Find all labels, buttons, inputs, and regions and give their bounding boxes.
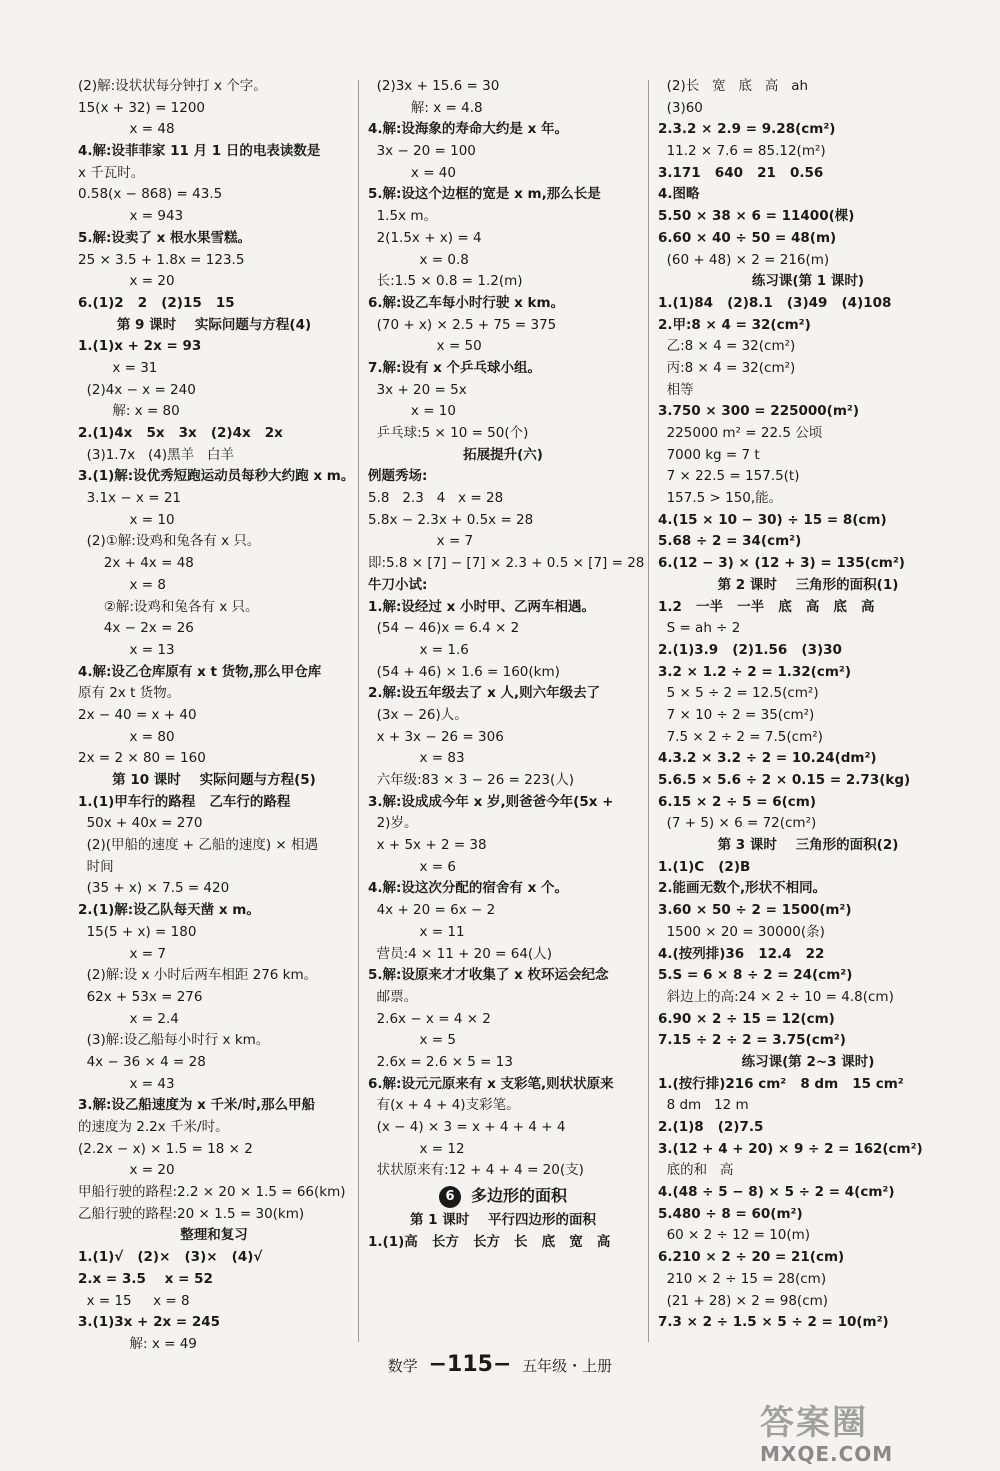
answer-line: x = 43 <box>78 1075 175 1092</box>
answer-line: 2.(1)3.9 (2)1.56 (3)30 <box>658 641 842 658</box>
section-heading: 第 2 课时 三角形的面积(1) <box>717 576 899 593</box>
section-heading: 第 1 课时 平行四边形的面积 <box>409 1212 597 1229</box>
answer-line: 即:5.8 × [7] − [7] × 2.3 + 0.5 × [7] = 28 <box>368 555 645 572</box>
answer-line: x = 20 <box>78 1162 175 1179</box>
answer-line: 5.8 2.3 4 x = 28 <box>368 490 504 507</box>
chapter-heading <box>368 1182 638 1210</box>
answer-line: (2)解:设 x 小时后两车相距 276 km。 <box>78 967 318 984</box>
answer-line: 例题秀场: <box>368 468 428 485</box>
answer-line: 2.(1)8 (2)7.5 <box>658 1119 764 1135</box>
answer-line: x = 7 <box>368 533 474 550</box>
answer-line: 3.解:设乙船速度为 x 千米/时,那么甲船 <box>78 1097 316 1114</box>
answer-line: (x − 4) × 3 = x + 4 + 4 + 4 <box>368 1119 566 1135</box>
footer-subject: 数学 <box>387 1357 418 1375</box>
answer-line: 3.2 × 1.2 ÷ 2 = 1.32(cm²) <box>658 663 851 680</box>
answer-line: 15(5 + x) = 180 <box>78 923 197 940</box>
answer-line: 营员:4 × 11 + 20 = 64(人) <box>368 945 552 962</box>
answer-line: (70 + x) × 2.5 + 75 = 375 <box>368 316 557 333</box>
answer-line: 长:1.5 × 0.8 = 1.2(m) <box>368 273 523 290</box>
answer-line: x = 48 <box>78 121 175 138</box>
answer-line: x = 943 <box>78 208 184 225</box>
answer-line: 11.2 × 7.6 = 85.12(m²) <box>658 143 826 160</box>
answer-line: 有(x + 4 + 4)支彩笔。 <box>368 1097 520 1114</box>
answer-line: 3.60 × 50 ÷ 2 = 1500(m²) <box>658 902 852 919</box>
answer-line: 乙船行驶的路程:20 × 1.5 = 30(km) <box>78 1205 305 1222</box>
answer-line: 60 × 2 ÷ 12 = 10(m) <box>658 1227 811 1244</box>
answer-line: 4.解:设这次分配的宿舍有 x 个。 <box>368 880 569 897</box>
answer-line: 3.(12 + 4 + 20) × 9 ÷ 2 = 162(cm²) <box>658 1140 923 1157</box>
answer-line: 2.(1)4x 5x 3x (2)4x 2x <box>78 425 283 441</box>
answer-line: x = 13 <box>78 641 175 658</box>
answer-line: x = 10 <box>78 511 175 528</box>
answer-line: 4.解:设菲菲家 11 月 1 日的电表读数是 <box>78 143 321 160</box>
answer-line: (21 + 28) × 2 = 98(cm) <box>658 1292 829 1309</box>
answer-line: 15(x + 32) = 1200 <box>78 99 206 116</box>
answer-line: 2)岁。 <box>368 815 418 832</box>
chapter-title: 多边形的面积 <box>470 1186 567 1206</box>
answer-line: 2.甲:8 × 4 = 32(cm²) <box>658 316 811 333</box>
answer-line: 4.解:设海象的寿命大约是 x 年。 <box>368 121 569 138</box>
answer-line: 4.图略 <box>658 186 700 203</box>
answer-line: x = 31 <box>78 359 158 376</box>
answer-line: 4.(按列排)36 12.4 22 <box>658 945 825 962</box>
answer-column-2 <box>368 76 645 1253</box>
answer-line: 1.(1)甲车行的路程 乙车行的路程 <box>78 793 291 810</box>
answer-line: 1.(1)高 长方 长方 长 底 宽 高 <box>368 1233 611 1250</box>
answer-line: (2)4x − x = 240 <box>78 381 196 398</box>
answer-line: 3x + 20 = 5x <box>368 381 467 398</box>
answer-line: 2x + 4x = 48 <box>78 555 194 572</box>
answer-line: (2)解:设状状每分钟打 x 个字。 <box>78 78 267 94</box>
answer-line: 3.171 640 21 0.56 <box>658 164 824 181</box>
footer-grade: 五年级・上册 <box>522 1357 613 1375</box>
answer-line: x = 15 x = 8 <box>78 1292 190 1309</box>
answer-line: 6.解:设元元原来有 x 支彩笔,则状状原来 <box>368 1075 614 1092</box>
answer-line: 5.8x − 2.3x + 0.5x = 28 <box>368 511 534 528</box>
answer-line: 底的和 高 <box>658 1162 734 1179</box>
answer-line: 解: x = 4.8 <box>368 99 483 116</box>
answer-line: 4x + 20 = 6x − 2 <box>368 902 496 919</box>
watermark-logo <box>760 1395 980 1465</box>
answer-line: 210 × 2 ÷ 15 = 28(cm) <box>658 1270 827 1287</box>
answer-line: (2)长 宽 底 高 ah <box>658 78 809 94</box>
section-heading: 第 3 课时 三角形的面积(2) <box>717 837 899 854</box>
answer-line: (35 + x) × 7.5 = 420 <box>78 880 230 897</box>
answer-line: 6.210 × 2 ÷ 20 = 21(cm) <box>658 1249 845 1266</box>
answer-line: 解: x = 80 <box>78 403 180 420</box>
answer-line: 2.(1)解:设乙队每天凿 x m。 <box>78 902 260 919</box>
answer-line: x = 1.6 <box>368 641 469 658</box>
answer-line: 乒乓球:5 × 10 = 50(个) <box>368 425 529 441</box>
answer-line: 0.58(x − 868) = 43.5 <box>78 186 223 203</box>
answer-line: 原有 2x t 货物。 <box>78 685 181 702</box>
answer-line: x 千瓦时。 <box>78 164 145 181</box>
answer-line: 1.(1)x + 2x = 93 <box>78 338 202 355</box>
answer-line: x + 3x − 26 = 306 <box>368 728 504 745</box>
answer-line: 4.3.2 × 3.2 ÷ 2 = 10.24(dm²) <box>658 750 877 767</box>
answer-line: (54 + 46) × 1.6 = 160(km) <box>368 663 560 680</box>
answer-line: x = 2.4 <box>78 1010 179 1027</box>
answer-line: (60 + 48) × 2 = 216(m) <box>658 251 830 268</box>
section-heading: 整理和复习 <box>180 1227 248 1244</box>
answer-line: (54 − 46)x = 6.4 × 2 <box>368 620 520 637</box>
answer-line: x = 8 <box>78 576 166 593</box>
answer-line: 乙:8 × 4 = 32(cm²) <box>658 338 796 355</box>
answer-line: 6.15 × 2 ÷ 5 = 6(cm) <box>658 793 817 810</box>
answer-column-3 <box>658 76 958 1334</box>
answer-line: 2.能画无数个,形状不相同。 <box>658 880 827 897</box>
answer-line: x = 10 <box>368 403 456 420</box>
answer-line: 2.6x − x = 4 × 2 <box>368 1010 491 1027</box>
answer-line: (7 + 5) × 6 = 72(cm²) <box>658 815 817 832</box>
answer-line: 25 × 3.5 + 1.8x = 123.5 <box>78 251 245 268</box>
answer-line: 3.解:设成成今年 x 岁,则爸爸今年(5x + <box>368 793 614 810</box>
answer-line: 5.68 ÷ 2 = 34(cm²) <box>658 533 802 550</box>
answer-line: x = 80 <box>78 728 175 745</box>
watermark-title: 答案圈 <box>760 1403 868 1443</box>
answer-line: 6.解:设乙车每小时行驶 x km。 <box>368 294 565 311</box>
answer-line: x = 83 <box>368 750 465 767</box>
answer-line: x = 5 <box>368 1032 456 1049</box>
answer-line: S = ah ÷ 2 <box>658 620 741 637</box>
answer-line: (3)1.7x (4)黑羊 白羊 <box>78 446 235 463</box>
answer-line: 5.6.5 × 5.6 ÷ 2 × 0.15 = 2.73(kg) <box>658 772 911 788</box>
answer-line: 1.2 一半 一半 底 高 底 高 <box>658 598 875 615</box>
answer-line: x = 11 <box>368 923 465 940</box>
answer-line: 的速度为 2.2x 千米/时。 <box>78 1119 229 1135</box>
answer-line: (3)解:设乙船每小时行 x km。 <box>78 1032 270 1049</box>
answer-line: 邮票。 <box>368 988 418 1005</box>
answer-line: 7.解:设有 x 个乒乓球小组。 <box>368 359 542 376</box>
answer-line: 牛刀小试: <box>368 576 428 593</box>
answer-line: x = 0.8 <box>368 251 469 268</box>
section-heading: 第 10 课时 实际问题与方程(5) <box>112 772 316 788</box>
answer-line: 7 × 10 ÷ 2 = 35(cm²) <box>658 706 815 723</box>
answer-line: x = 50 <box>368 338 482 355</box>
answer-line: 1.(1)C (2)B <box>658 858 751 875</box>
answer-line: 2.3.2 × 2.9 = 9.28(cm²) <box>658 121 836 138</box>
answer-line: 1.(1)√ (2)× (3)× (4)√ <box>78 1249 263 1266</box>
answer-line: 3.(1)3x + 2x = 245 <box>78 1314 221 1331</box>
answer-line: ②解:设鸡和兔各有 x 只。 <box>78 598 259 615</box>
answer-line: 相等 <box>658 381 694 398</box>
answer-line: 6.60 × 40 ÷ 50 = 48(m) <box>658 229 837 246</box>
answer-line: 5.解:设这个边框的宽是 x m,那么长是 <box>368 186 601 203</box>
answer-line: 62x + 53x = 276 <box>78 988 203 1005</box>
answer-line: 斜边上的高:24 × 2 ÷ 10 = 4.8(cm) <box>658 988 894 1005</box>
answer-line: x = 20 <box>78 273 175 290</box>
answer-line: x = 12 <box>368 1140 465 1157</box>
answer-line: 1500 × 20 = 30000(条) <box>658 923 825 940</box>
chapter-number-badge: 6 <box>439 1186 461 1208</box>
answer-line: 4x − 36 × 4 = 28 <box>78 1053 206 1070</box>
answer-line: 7000 kg = 7 t <box>658 446 760 463</box>
answer-line: 50x + 40x = 270 <box>78 815 203 832</box>
answer-line: 1.5x m。 <box>368 208 437 225</box>
column-divider-1 <box>358 80 359 1342</box>
answer-line: 7.5 × 2 ÷ 2 = 7.5(cm²) <box>658 728 823 745</box>
faded-stamp <box>150 1398 290 1438</box>
page-number: −115− <box>428 1352 512 1377</box>
answer-line: 6.(1)2 2 (2)15 15 <box>78 294 235 311</box>
answer-line: x = 40 <box>368 164 456 181</box>
answer-line: 六年级:83 × 3 − 26 = 223(人) <box>368 772 575 788</box>
answer-line: 时间 <box>78 858 114 875</box>
answer-line: 3x − 20 = 100 <box>368 143 476 160</box>
answer-line: 5.解:设卖了 x 根水果雪糕。 <box>78 229 252 246</box>
section-heading: 练习课(第 2~3 课时) <box>741 1053 875 1070</box>
answer-column-1 <box>78 76 355 1356</box>
answer-line: 1.解:设经过 x 小时甲、乙两车相遇。 <box>368 598 596 615</box>
answer-line: (3x − 26)人。 <box>368 706 468 723</box>
answer-line: (2)(甲船的速度 + 乙船的速度) × 相遇 <box>78 837 319 854</box>
answer-line: 2x = 2 × 80 = 160 <box>78 750 206 767</box>
answer-line: (2)3x + 15.6 = 30 <box>368 78 500 94</box>
section-heading: 练习课(第 1 课时) <box>751 273 865 290</box>
answer-line: 2.6x = 2.6 × 5 = 13 <box>368 1053 513 1070</box>
answer-line: 2.x = 3.5 x = 52 <box>78 1270 213 1287</box>
section-heading: 拓展提升(六) <box>463 446 543 463</box>
answer-line: 5.50 × 38 × 6 = 11400(棵) <box>658 208 855 225</box>
answer-line: 甲船行驶的路程:2.2 × 20 × 1.5 = 66(km) <box>78 1184 346 1201</box>
answer-line: 4.(48 ÷ 5 − 8) × 5 ÷ 2 = 4(cm²) <box>658 1184 895 1201</box>
answer-line: 4x − 2x = 26 <box>78 620 194 637</box>
answer-line: 2x − 40 = x + 40 <box>78 706 197 723</box>
answer-line: 1.(按行排)216 cm² 8 dm 15 cm² <box>658 1075 904 1092</box>
answer-line: 6.90 × 2 ÷ 15 = 12(cm) <box>658 1010 835 1027</box>
answer-line: 6.(12 − 3) × (12 + 3) = 135(cm²) <box>658 555 905 572</box>
answer-line: x = 6 <box>368 858 456 875</box>
answer-line: 225000 m² = 22.5 公顷 <box>658 425 823 441</box>
answer-line: (2.2x − x) × 1.5 = 18 × 2 <box>78 1140 253 1157</box>
answer-line: 4.(15 × 10 − 30) ÷ 15 = 8(cm) <box>658 511 887 528</box>
section-heading: 第 9 课时 实际问题与方程(4) <box>116 316 312 333</box>
answer-line: 2(1.5x + x) = 4 <box>368 229 482 246</box>
answer-line: 5 × 5 ÷ 2 = 12.5(cm²) <box>658 685 819 702</box>
answer-line: 7.3 × 2 ÷ 1.5 × 5 ÷ 2 = 10(m²) <box>658 1314 889 1331</box>
answer-line: 3.750 × 300 = 225000(m²) <box>658 403 859 420</box>
answer-line: 状状原来有:12 + 4 + 4 = 20(支) <box>368 1162 584 1179</box>
answer-line: 5.480 ÷ 8 = 60(m²) <box>658 1205 803 1222</box>
answer-line: 3.1x − x = 21 <box>78 490 181 507</box>
answer-line: 7 × 22.5 = 157.5(t) <box>658 468 800 485</box>
answer-line: 157.5 > 150,能。 <box>658 490 783 507</box>
answer-line: (2)①解:设鸡和兔各有 x 只。 <box>78 533 261 550</box>
answer-line: 8 dm 12 m <box>658 1097 749 1114</box>
answer-line: 4.解:设乙仓库原有 x t 货物,那么甲仓库 <box>78 663 322 680</box>
answer-line: 2.解:设五年级去了 x 人,则六年级去了 <box>368 685 601 702</box>
answer-line: x + 5x + 2 = 38 <box>368 837 487 854</box>
answer-line: 丙:8 × 4 = 32(cm²) <box>658 359 796 376</box>
answer-line: 1.(1)84 (2)8.1 (3)49 (4)108 <box>658 294 892 311</box>
answer-line: x = 7 <box>78 945 166 962</box>
answer-line: 7.15 ÷ 2 ÷ 2 = 3.75(cm²) <box>658 1032 846 1049</box>
answer-line: 5.S = 6 × 8 ÷ 2 = 24(cm²) <box>658 967 853 984</box>
watermark-url: MXQE.COM <box>760 1442 894 1466</box>
page-footer <box>0 1352 1000 1377</box>
answer-line: 3.(1)解:设优秀短跑运动员每秒大约跑 x m。 <box>78 468 355 485</box>
column-divider-2 <box>648 80 649 1342</box>
answer-line: 解: x = 49 <box>78 1335 197 1352</box>
answer-line: (3)60 <box>658 99 703 116</box>
answer-line: 5.解:设原来才才收集了 x 枚环运会纪念 <box>368 967 609 984</box>
